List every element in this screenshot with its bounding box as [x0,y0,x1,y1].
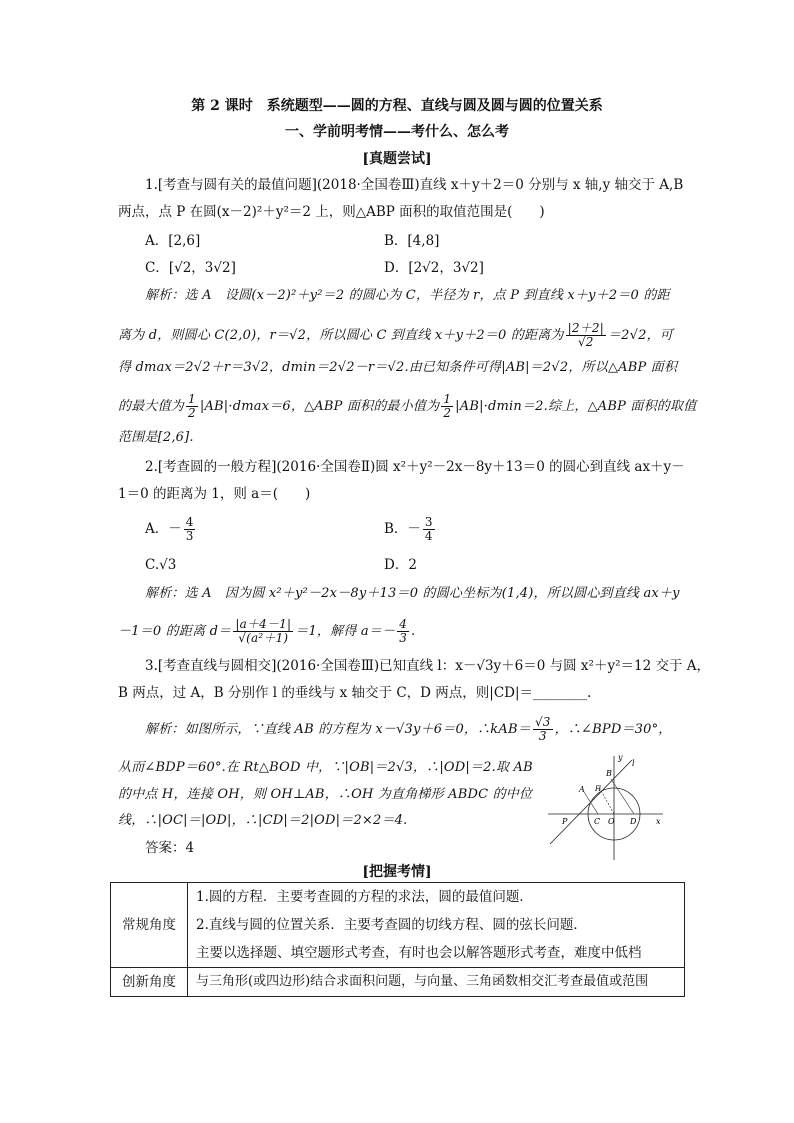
row-content-innovative: 与三角形(或四边形)结合求面积问题，与向量、三角函数相交汇考查最值或范围 [188,968,685,997]
q3-line2: B 两点，过 A，B 分别作 l 的垂线与 x 轴交于 C，D 两点，则|CD|＝________. [118,685,592,701]
zhenti-heading: [真题尝试] [362,151,432,167]
section-title: 一、学前明考情——考什么、怎么考 [285,124,509,140]
table-row [111,883,685,968]
q1-line2: 两点，点 P 在圆(x－2)²＋y²＝2 上，则△ABP 面积的取值范围是( ) [118,204,545,220]
table-row [111,968,685,997]
q3-explanation-3: 的中点 H，连接 OH，则 OH⊥AB，∴OH 为直角梯形 ABDC 的中位 [118,787,533,802]
q1-exp2-fraction: $\frac{|2+2|}{√2}$ [567,321,604,349]
q1-explanation-5: 范围是[2,6]. [118,430,194,445]
label-b: B [606,769,612,778]
row-header-regular: 常规角度 [111,883,188,968]
q2-line1: 2.[考查圆的一般方程](2016·全国卷Ⅱ)圆 x²＋y²－2x－8y＋13＝0 的圆心到直线 ax＋y－ [145,459,685,475]
q2-option-a: A．－ $\frac{4}{3}$ [145,515,194,543]
regular-point-3: 主要以选择题、填空题形式考查，有时也会以解答题形式考查，难度中低档 [196,945,642,961]
q1-exp2-text-b: ＝2√2，可 [607,328,674,343]
q3-explanation-4: 线，∴|OC|＝|OD|，∴|CD|＝2|OD|＝2×2＝4. [118,813,408,828]
regular-point-1: 1.圆的方程．主要考查圆的方程的求法，圆的最值问题． [196,889,533,905]
label-c: C [594,817,601,826]
q1-option-c: C．[√2，3√2] [145,260,236,276]
q3-slope-fraction: $\frac{√3}{3}$ [534,715,551,743]
q2-option-b: B．－ $\frac{3}{4}$ [384,515,433,543]
q3-explanation-1: 解析：如图所示，∵直线 AB 的方程为 x－√3y＋6＝0，∴kAB＝ $\frac{√3}{3}$ ，∴∠BPD＝30°， [145,715,672,743]
q2-explanation-2: －1＝0 的距离 d＝ $\frac{|a+4-1|}{\text{√(a²＋1)}}$ ＝1，解得 a＝－ $\frac{4}{3}$ . [118,617,416,645]
q2-explanation-1: 解析：选 A 因为圆 x²＋y²－2x－8y＋13＝0 的圆心坐标为(1,4)，所以圆心到直线 ax＋y [145,586,680,601]
q1-exp4-text-b: |AB|·dmax＝6，△ABP 面积的最小值为 [199,399,440,414]
q2-answer-fraction: $\frac{4}{3}$ [399,617,408,645]
q1-exp2-text-a: 离为 d，则圆心 C(2,0)，r＝√2，所以圆心 C 到直线 x＋y＋2＝0 的距离为 [118,328,564,343]
q2-line2: 1＝0 的距离为 1，则 a＝( ) [118,486,311,502]
label-x: x [656,817,661,826]
exam-analysis-table [110,882,685,997]
label-a: A [579,785,585,794]
q2-distance-fraction: $\frac{|a+4-1|}{\text{√(a²＋1)}}$ [235,617,292,645]
label-d: D [630,817,637,826]
line-l [550,760,632,844]
q1-exp4-text-c: |AB|·dmin＝2.综上，△ABP 面积的取值 [455,399,697,414]
label-h: H [595,785,602,793]
perpendicular-b [611,779,634,814]
q1-option-b: B．[4,8] [384,233,440,249]
row-content-regular [188,883,685,968]
q1-line1: 1.[考查与圆有关的最值问题](2018·全国卷Ⅲ)直线 x＋y＋2＝0 分别与 x 轴,y 轴交于 A,B [145,177,684,193]
q1-explanation-4 [118,393,696,420]
regular-point-2: 2.直线与圆的位置关系．主要考查圆的切线方程、圆的弦长问题． [196,917,587,933]
q1-explanation-2 [118,322,673,349]
q1-exp4-text-a: 的最大值为 [118,399,185,414]
row-header-innovative: 创新角度 [111,968,188,997]
q1-option-a: A．[2,6] [145,233,201,249]
q3-answer: 答案：4 [145,840,195,856]
q1-option-d: D．[2√2，3√2] [384,260,484,276]
q1-explanation-1: 解析：选 A 设圆(x－2)²＋y²＝2 的圆心为 C，半径为 r，点 P 到直线 x＋y＋2＝0 的距 [145,288,670,303]
q1-exp4-fraction-max: $\frac{1}{2}$ [188,392,196,420]
q2-option-c: C.√3 [145,557,177,573]
label-o: O [608,817,615,826]
label-l: l [632,759,635,768]
q2-option-d: D．2 [384,557,417,573]
q1-exp4-fraction-min: $\frac{1}{2}$ [443,392,452,420]
lesson-title: 第 2 课时 系统题型——圆的方程、直线与圆及圆与圆的位置关系 [191,98,603,114]
label-y: y [618,753,623,762]
label-p: P [562,817,568,826]
q1-explanation-3: 得 dmax＝2√2＋r＝3√2，dmin＝2√2－r＝√2.由已知条件可得|AB|＝2√2，所以△ABP 面积 [118,360,678,375]
circle-line-diagram [548,752,668,862]
bawo-heading: [把握考情] [362,864,432,880]
q3-explanation-2: 从而∠BDP＝60°.在 Rt△BOD 中，∵|OB|＝2√3，∴|OD|＝2.取 AB [118,760,533,775]
q3-line1: 3.[考查直线与圆相交](2016·全国卷Ⅲ)已知直线 l：x－√3y＋6＝0 与圆 x²＋y²＝12 交于 A， [145,658,710,674]
